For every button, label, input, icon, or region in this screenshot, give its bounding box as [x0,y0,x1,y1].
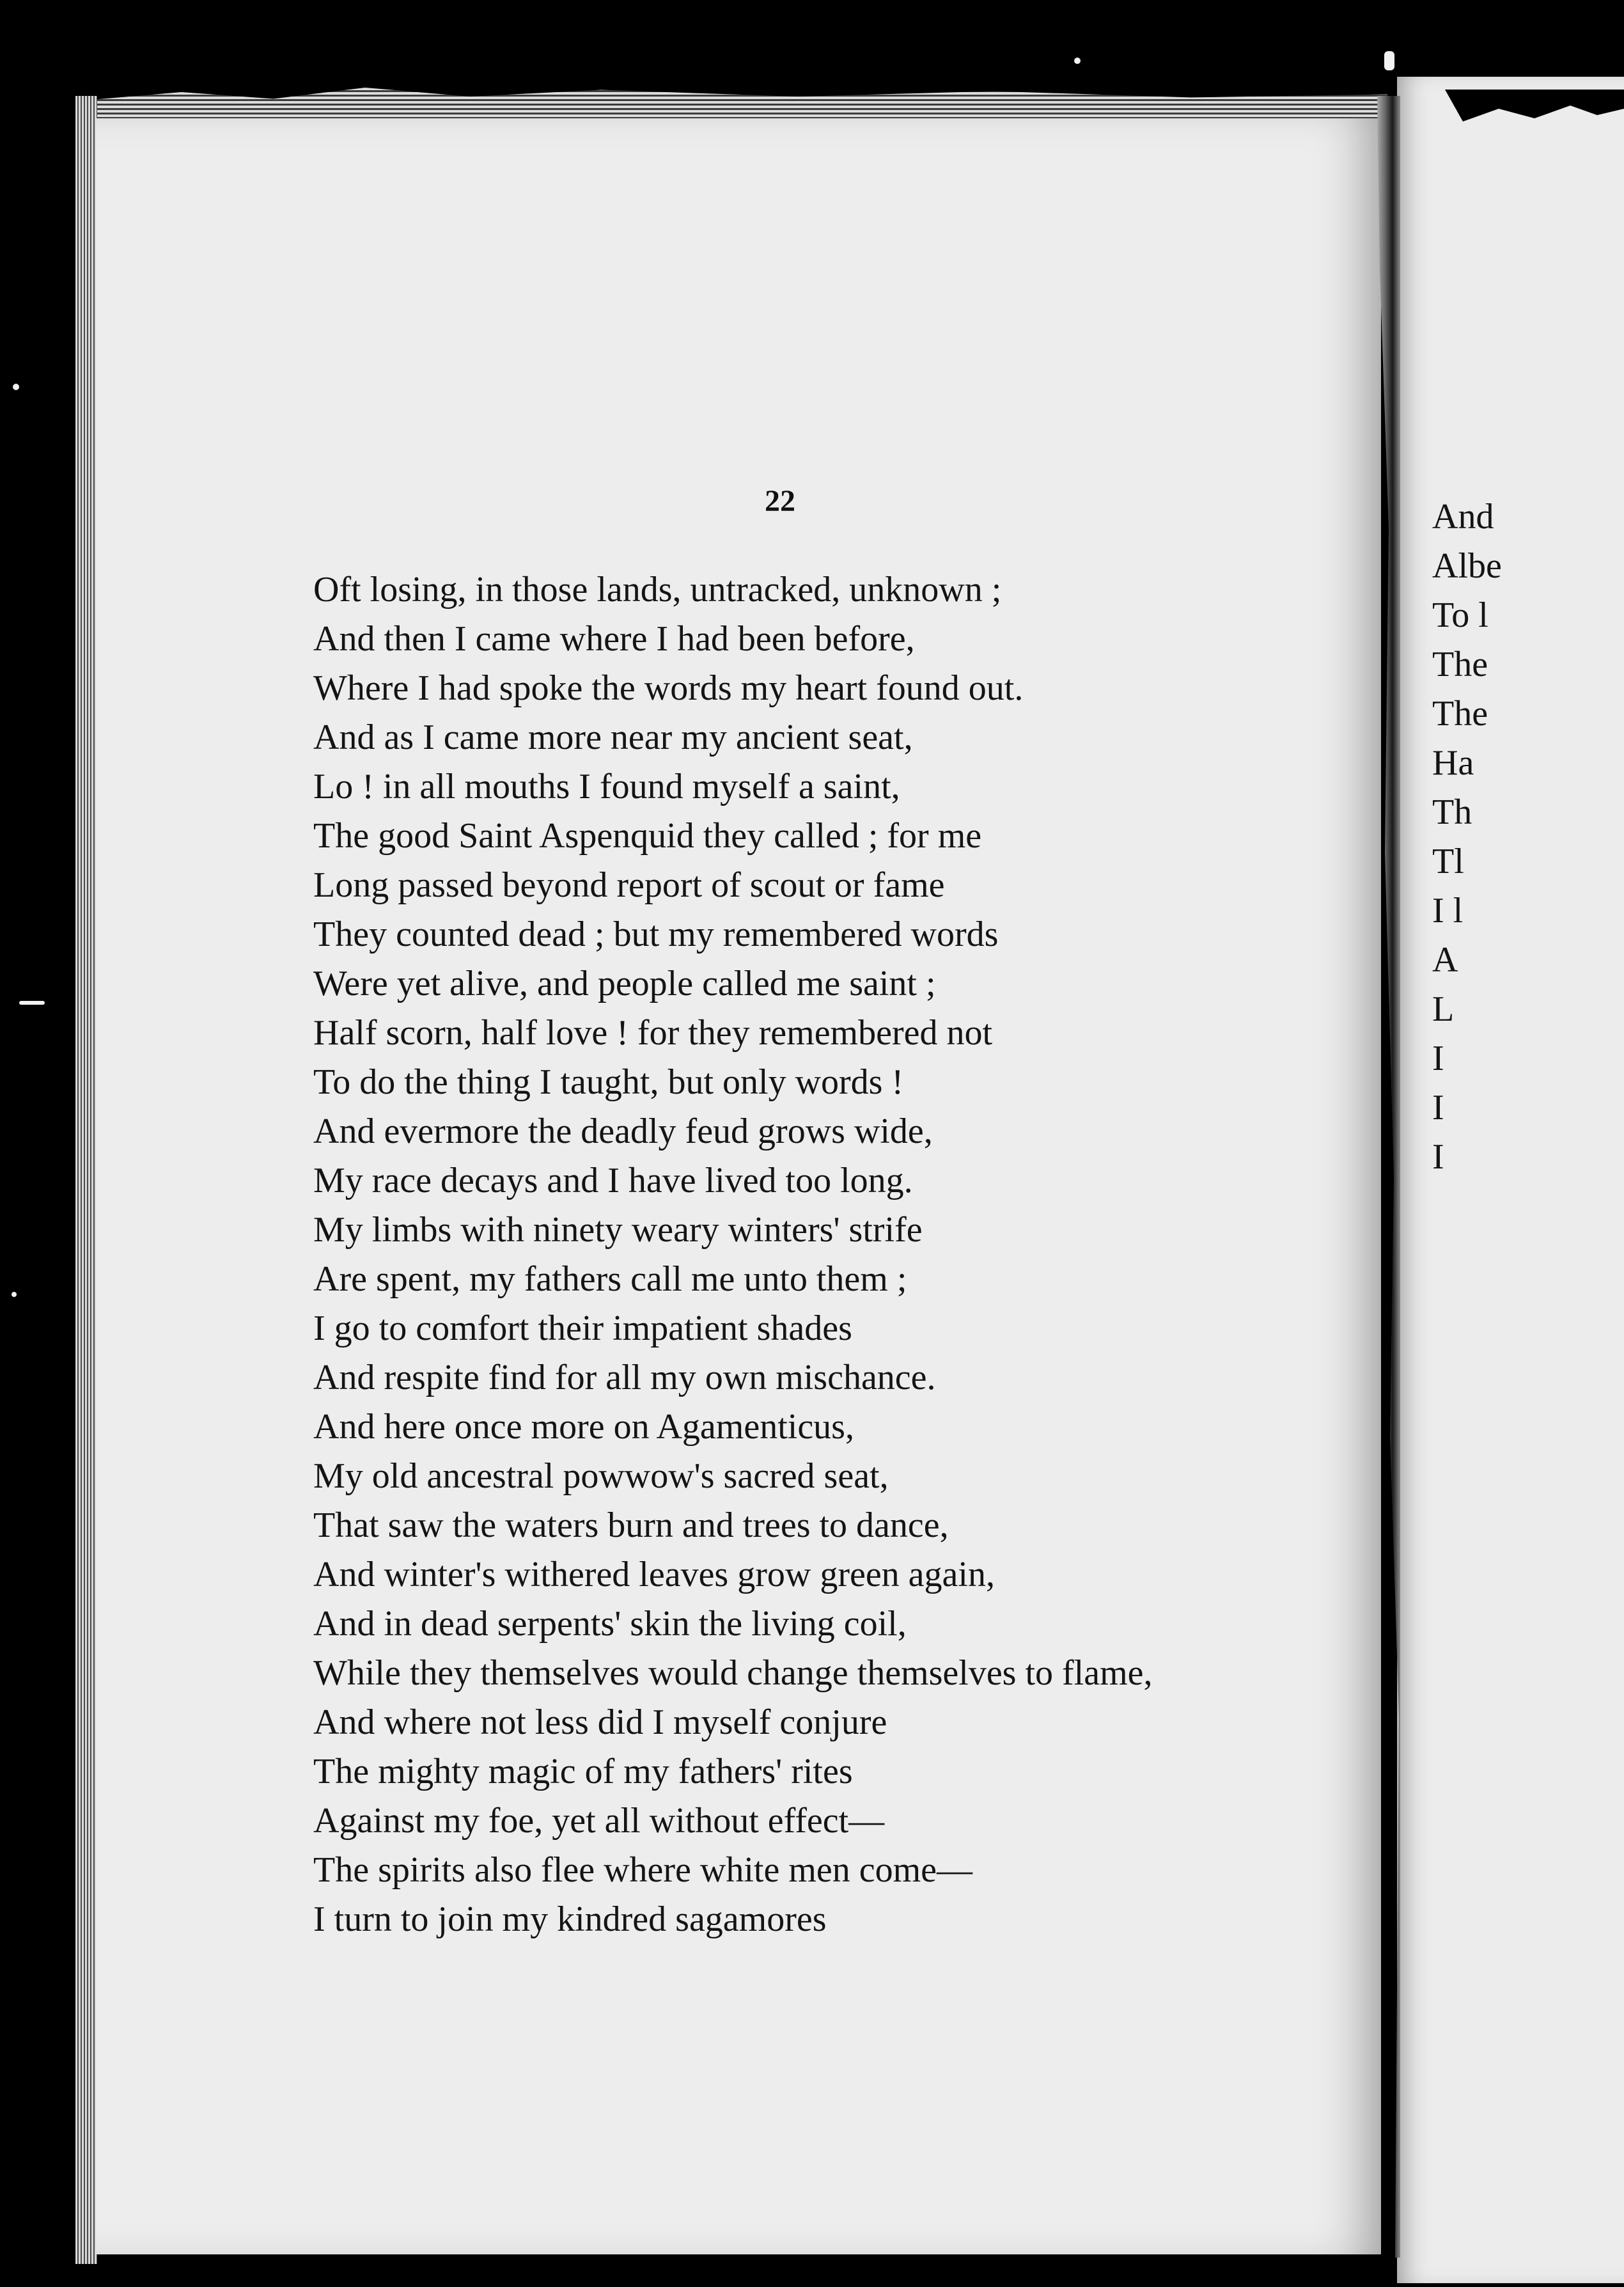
scan-speck [19,1001,45,1005]
poem-line: Where I had spoke the words my heart found out. [313,668,1024,708]
poem-line: Oft losing, in those lands, untracked, unknown ; [313,570,1002,609]
facing-line: The [1432,694,1488,734]
scan-speck [1384,51,1394,70]
poem-line: And in dead serpents' skin the living coil, [313,1604,907,1644]
poem-line: Against my foe, yet all without effect— [313,1801,885,1841]
facing-line: Th [1432,792,1472,832]
poem-line: That saw the waters burn and trees to dance, [313,1505,949,1545]
facing-line: I [1432,1088,1444,1128]
poem-line: And winter's withered leaves grow green again, [313,1555,995,1594]
facing-line: A [1432,940,1458,980]
poem-line: And evermore the deadly feud grows wide, [313,1112,933,1151]
poem-line: Lo ! in all mouths I found myself a saint, [313,767,900,806]
facing-line: L [1432,989,1455,1029]
poem-line: While they themselves would change themselves to flame, [313,1653,1153,1693]
poem-line: And where not less did I myself conjure [313,1702,887,1742]
facing-line: And [1432,497,1494,537]
facing-line: I l [1432,891,1464,931]
scan-speck [12,1292,17,1297]
poem-line: Half scorn, half love ! for they remembered not [313,1013,993,1053]
right-page [1397,77,1624,2283]
poem-line: And respite find for all my own mischance. [313,1358,936,1397]
facing-line: To l [1432,595,1488,635]
poem-line: Were yet alive, and people called me saint ; [313,964,936,1003]
page-number: 22 [765,484,795,518]
poem-line: I turn to join my kindred sagamores [313,1899,827,1939]
poem-line: The spirits also flee where white men come— [313,1850,972,1890]
poem-line: To do the thing I taught, but only words ! [313,1062,904,1102]
poem-line: The mighty magic of my fathers' rites [313,1752,853,1791]
poem-line: And as I came more near my ancient seat, [313,718,913,757]
page-stack-left-edge [75,96,97,2264]
facing-line: I [1432,1039,1444,1078]
poem-line: My old ancestral powwow's sacred seat, [313,1456,889,1496]
poem-line: Long passed beyond report of scout or fame [313,865,945,905]
poem-line: My limbs with ninety weary winters' strife [313,1210,923,1250]
scan-speck [1074,58,1081,64]
poem-line: And here once more on Agamenticus, [313,1407,854,1447]
poem-text [313,565,1323,1944]
poem-line: My race decays and I have lived too long. [313,1161,913,1200]
poem-line: I go to comfort their impatient shades [313,1309,852,1348]
facing-line: Ha [1432,743,1474,783]
facing-line: Tl [1432,842,1464,881]
poem-line: And then I came where I had been before, [313,619,915,659]
poem-line: The good Saint Aspenquid they called ; for me [313,816,982,856]
facing-line: I [1432,1137,1444,1177]
facing-line: Albe [1432,546,1502,586]
poem-line: They counted dead ; but my remembered words [313,915,999,954]
poem-line: Are spent, my fathers call me unto them ; [313,1259,907,1299]
facing-page-text [1432,492,1502,1182]
facing-line: The [1432,645,1488,684]
scan-speck [13,384,19,390]
